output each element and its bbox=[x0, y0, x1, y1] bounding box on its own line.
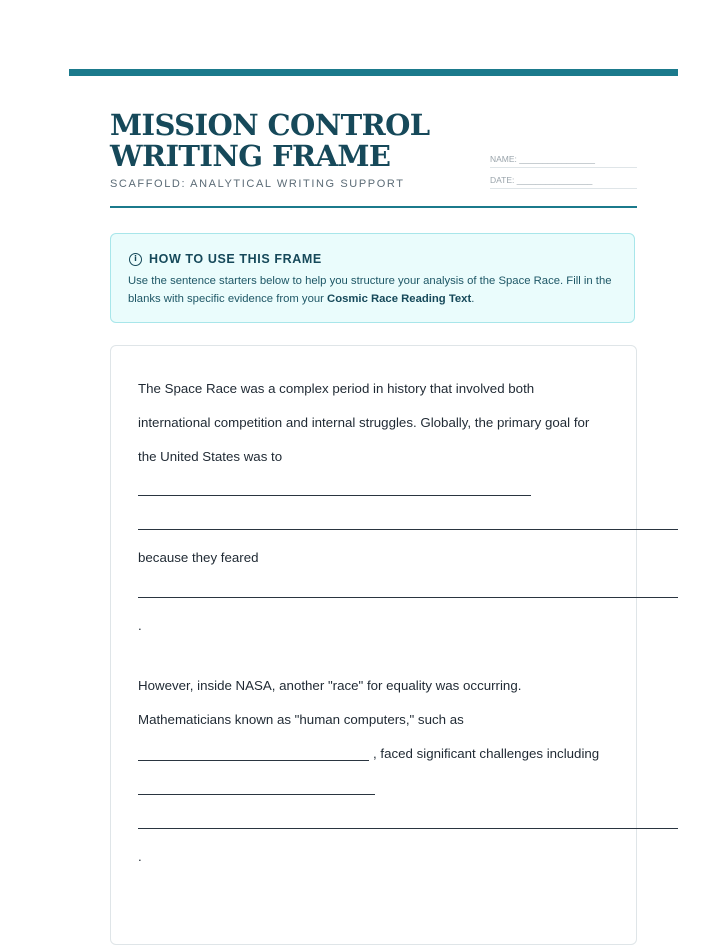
title-line-1: MISSION CONTROL bbox=[110, 108, 430, 142]
paragraph-1-line-3: the United States was to bbox=[138, 449, 283, 464]
paragraph-1-line-2: international competition and internal struggles. Globally, the primary goal for bbox=[138, 415, 590, 430]
instructions-header bbox=[129, 252, 322, 266]
human-computers-blank[interactable] bbox=[138, 759, 369, 761]
goal-blank-1[interactable] bbox=[138, 494, 531, 496]
page-header bbox=[110, 110, 637, 208]
instructions-title: HOW TO USE THIS FRAME bbox=[149, 252, 322, 266]
instructions-text-start: Use the sentence starters below to help you structure your analysis of the Space Race. Fill in the blanks with specific evidence from your bbox=[128, 275, 612, 305]
instructions-text bbox=[128, 272, 623, 308]
info-icon: i bbox=[129, 253, 142, 266]
paragraph-2-period: . bbox=[138, 849, 142, 864]
top-accent-bar bbox=[69, 69, 678, 76]
instructions-text-end: . bbox=[471, 293, 475, 305]
name-field[interactable]: NAME: ________________ bbox=[490, 154, 637, 168]
paragraph-1-line-1: The Space Race was a complex period in history that involved both bbox=[138, 381, 535, 396]
paragraph-2 bbox=[138, 669, 608, 737]
title-line-2: WRITING FRAME bbox=[110, 139, 391, 173]
page-title bbox=[110, 110, 450, 172]
challenges-text: , faced significant challenges including bbox=[373, 746, 600, 761]
because-text: because they feared bbox=[138, 550, 259, 565]
paragraph-2-line-2: Mathematicians known as "human computers," such as bbox=[138, 712, 464, 727]
challenges-blank-2[interactable] bbox=[138, 827, 678, 829]
goal-blank-2[interactable] bbox=[138, 528, 678, 530]
paragraph-1-end bbox=[138, 609, 608, 643]
paragraph-1-because bbox=[138, 541, 608, 575]
fear-blank[interactable] bbox=[138, 596, 678, 598]
page-subtitle: SCAFFOLD: ANALYTICAL WRITING SUPPORT bbox=[110, 178, 405, 190]
challenges-blank-1[interactable] bbox=[138, 793, 375, 795]
instructions-box bbox=[110, 233, 635, 323]
date-field[interactable]: DATE: ________________ bbox=[490, 175, 637, 189]
reading-text-name: Cosmic Race Reading Text bbox=[327, 293, 472, 305]
paragraph-1 bbox=[138, 372, 608, 474]
paragraph-1-period: . bbox=[138, 618, 142, 633]
paragraph-2-line-1: However, inside NASA, another "race" for equality was occurring. bbox=[138, 678, 522, 693]
paragraph-2-end bbox=[138, 840, 608, 874]
